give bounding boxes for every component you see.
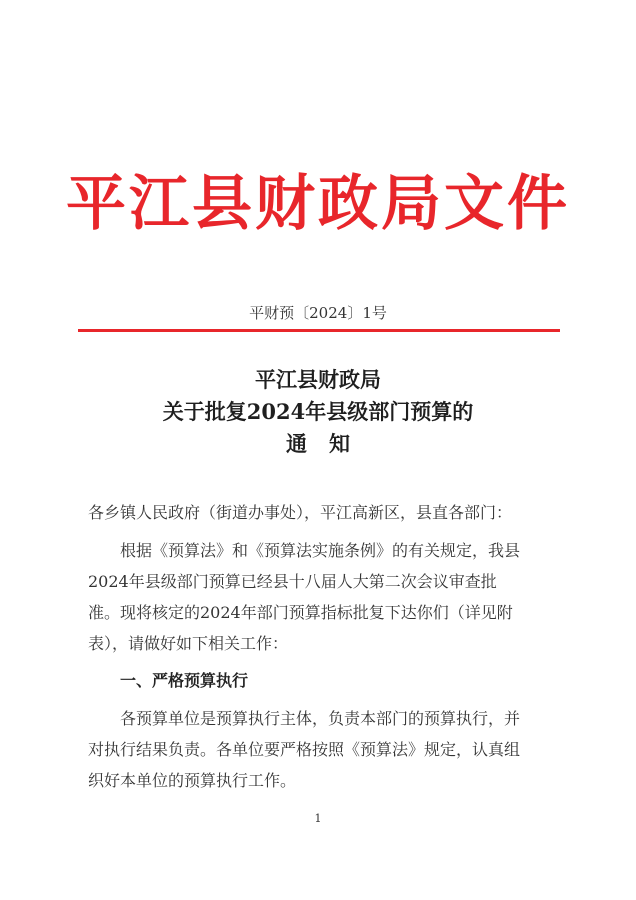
paragraph-1-line-2: 2024年县级部门预算已经县十八届人大第二次会议审查批 bbox=[88, 572, 497, 591]
document-header-title: 平江县财政局文件 bbox=[66, 169, 570, 239]
paragraph-1-line-1: 根据《预算法》和《预算法实施条例》的有关规定，我县 bbox=[120, 541, 521, 560]
salutation: 各乡镇人民政府（街道办事处），平江高新区，县直各部门： bbox=[88, 503, 513, 522]
title-line-notice: 通知 bbox=[286, 431, 372, 456]
page-number: 1 bbox=[314, 812, 322, 825]
title-line-subject: 关于批复2024年县级部门预算的 bbox=[162, 399, 474, 424]
paragraph-2-line-2: 对执行结果负责。各单位要严格按照《预算法》规定，认真组 bbox=[88, 740, 521, 759]
paragraph-1-line-3: 准。现将核定的2024年部门预算指标批复下达你们（详见附 bbox=[88, 603, 513, 622]
section-1-heading: 一、严格预算执行 bbox=[120, 671, 249, 690]
document-number: 平财预〔2024〕1号 bbox=[249, 304, 387, 322]
paragraph-1-line-4: 表），请做好如下相关工作： bbox=[88, 634, 289, 653]
paragraph-2-line-3: 织好本单位的预算执行工作。 bbox=[88, 771, 297, 790]
notice-title bbox=[0, 364, 636, 460]
red-divider-line bbox=[78, 329, 560, 332]
title-line-issuer: 平江县财政局 bbox=[255, 367, 381, 392]
paragraph-2-line-1: 各预算单位是预算执行主体，负责本部门的预算执行，并 bbox=[120, 709, 521, 728]
